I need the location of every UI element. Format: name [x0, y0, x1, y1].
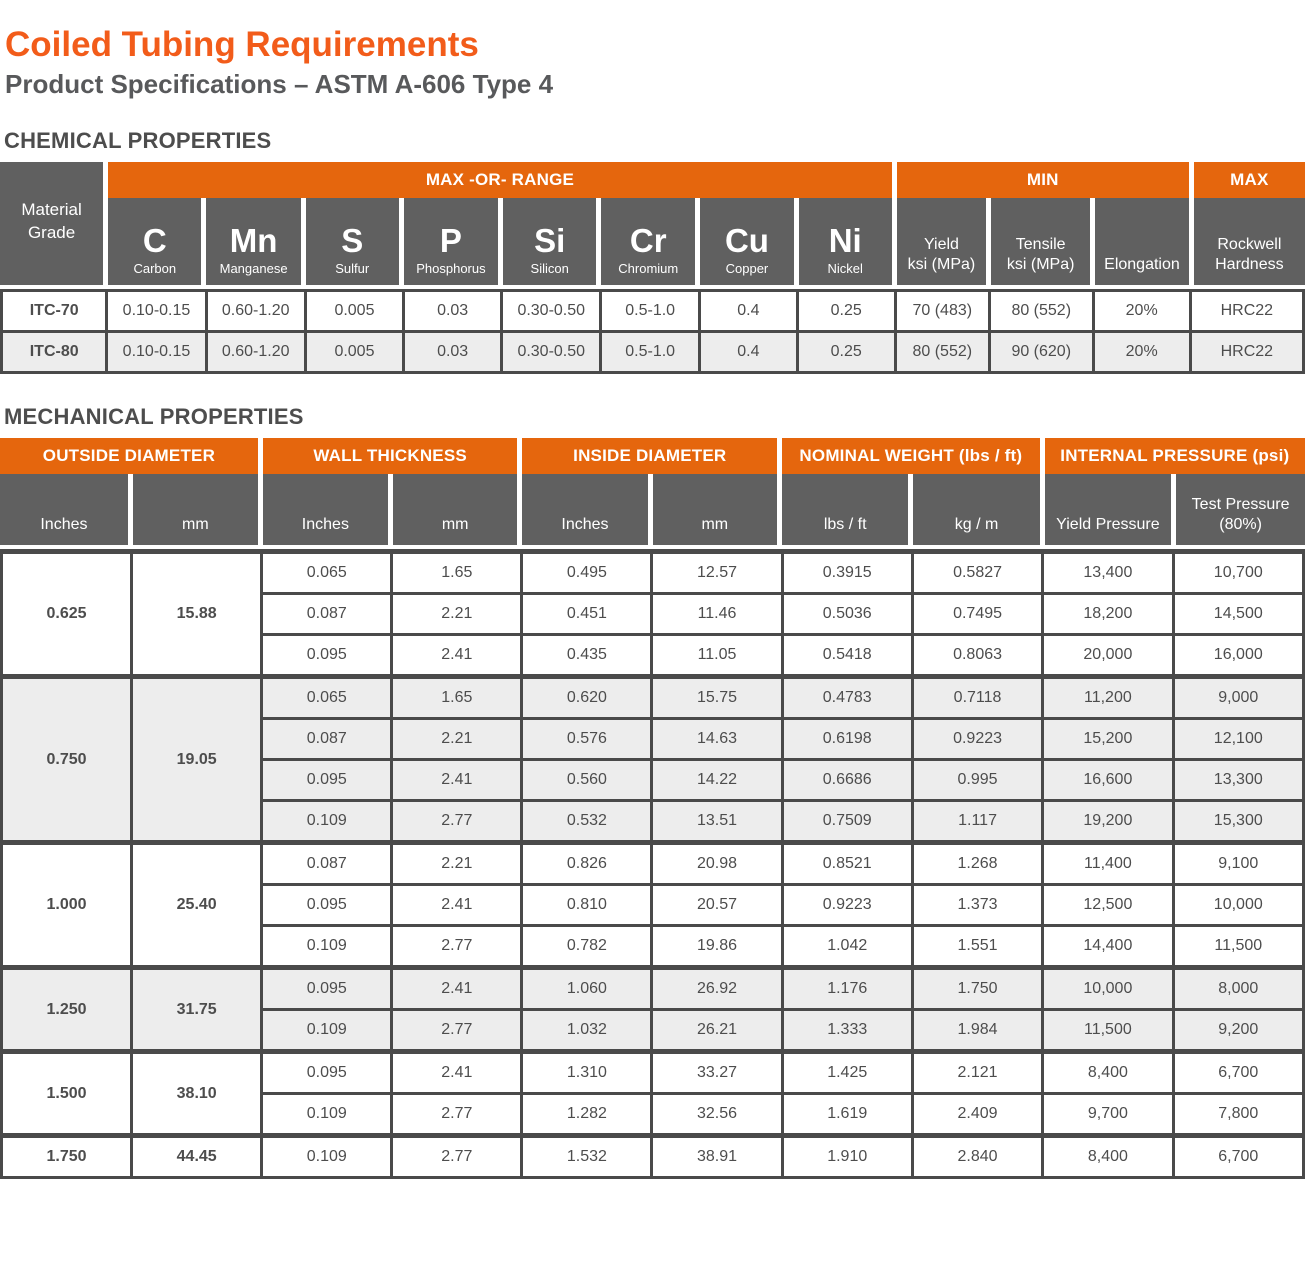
value-cell: 7,800: [1173, 1094, 1303, 1136]
page-title: Coiled Tubing Requirements: [5, 25, 479, 64]
value-cell: 0.9223: [912, 719, 1042, 760]
value-cell: 1.984: [912, 1010, 1042, 1052]
cell-line: mm: [701, 516, 729, 534]
value-cell: 10,000: [1173, 885, 1303, 926]
chemical-header-table: [0, 162, 1305, 285]
value-cell: 2.41: [392, 968, 522, 1010]
od-inches-cell: 0.750: [2, 677, 132, 843]
mechanical-row: [2, 677, 1304, 719]
element-header: [106, 198, 204, 285]
element-symbol: Si: [534, 222, 566, 260]
element-name: Carbon: [133, 261, 177, 277]
value-cell: 19,200: [1043, 801, 1173, 843]
value-cell: 11.05: [652, 635, 782, 677]
value-cell: 0.5036: [782, 594, 912, 635]
element-header: [599, 198, 698, 285]
value-cell: 0.095: [262, 760, 392, 801]
value-cell: 1.750: [912, 968, 1042, 1010]
value-cell: 0.451: [522, 594, 652, 635]
element-name: Silicon: [530, 261, 569, 277]
value-cell: 0.6686: [782, 760, 912, 801]
value-cell: 0.6198: [782, 719, 912, 760]
value-cell: 6,700: [1173, 1136, 1303, 1178]
value-cell: 1.333: [782, 1010, 912, 1052]
value-cell: 14,500: [1173, 594, 1303, 635]
value-cell: 20,000: [1043, 635, 1173, 677]
value-cell: 0.576: [522, 719, 652, 760]
stat-header: [1191, 198, 1305, 285]
cell-line: Test Pressure: [1191, 495, 1290, 513]
value-cell: 38.91: [652, 1136, 782, 1178]
od-inches-cell: 1.500: [2, 1052, 132, 1136]
chemical-section-heading: CHEMICAL PROPERTIES: [4, 128, 272, 154]
element-symbol: Cr: [629, 222, 667, 260]
value-cell: 1.65: [392, 552, 522, 594]
mechanical-header-column-row: [0, 474, 1305, 545]
value-cell: 0.30-0.50: [502, 332, 601, 373]
value-cell: 20.57: [652, 885, 782, 926]
unit-header: [911, 474, 1042, 545]
chemical-row: [2, 291, 1304, 332]
page-subtitle: Product Specifications – ASTM A-606 Type 4: [5, 68, 554, 99]
value-cell: 6,700: [1173, 1052, 1303, 1094]
value-cell: 0.065: [262, 677, 392, 719]
chemical-header-column-row: [0, 198, 1305, 285]
value-cell: 1.310: [522, 1052, 652, 1094]
value-cell: 19.86: [652, 926, 782, 968]
value-cell: 0.095: [262, 635, 392, 677]
od-mm-cell: 19.05: [132, 677, 262, 843]
cell-line: (80%): [1219, 516, 1262, 534]
value-cell: 0.532: [522, 801, 652, 843]
value-cell: 12,100: [1173, 719, 1303, 760]
value-cell: 80 (552): [895, 332, 989, 373]
element-symbol: Ni: [828, 222, 862, 260]
value-cell: 10,000: [1043, 968, 1173, 1010]
value-cell: 1.65: [392, 677, 522, 719]
value-cell: 80 (552): [989, 291, 1093, 332]
element-symbol: Mn: [229, 222, 278, 260]
element-name: Phosphorus: [416, 261, 486, 277]
value-cell: 2.77: [392, 1094, 522, 1136]
value-cell: 9,000: [1173, 677, 1303, 719]
value-cell: 0.5418: [782, 635, 912, 677]
band-header: MIN: [894, 162, 1191, 198]
cell-line: Tensile: [1015, 235, 1066, 253]
value-cell: 14.63: [652, 719, 782, 760]
value-cell: 2.41: [392, 760, 522, 801]
od-mm-cell: 15.88: [132, 552, 262, 677]
mechanical-row: [2, 1136, 1304, 1178]
value-cell: 0.109: [262, 1010, 392, 1052]
value-cell: 1.117: [912, 801, 1042, 843]
material-grade-cell: ITC-70: [2, 291, 107, 332]
value-cell: 26.92: [652, 968, 782, 1010]
value-cell: 0.60-1.20: [206, 332, 305, 373]
value-cell: 0.620: [522, 677, 652, 719]
value-cell: 2.840: [912, 1136, 1042, 1178]
od-inches-cell: 1.250: [2, 968, 132, 1052]
element-symbol: P: [439, 222, 462, 260]
material-grade-cell: ITC-80: [2, 332, 107, 373]
value-cell: 0.995: [912, 760, 1042, 801]
value-cell: 33.27: [652, 1052, 782, 1094]
value-cell: 12.57: [652, 552, 782, 594]
value-cell: 15,200: [1043, 719, 1173, 760]
value-cell: 0.109: [262, 1136, 392, 1178]
value-cell: 0.4783: [782, 677, 912, 719]
od-mm-cell: 31.75: [132, 968, 262, 1052]
cell-line: ksi (MPa): [1006, 256, 1075, 274]
value-cell: 2.41: [392, 635, 522, 677]
chemical-body-table: [0, 289, 1305, 374]
value-cell: 0.810: [522, 885, 652, 926]
element-header: [501, 198, 599, 285]
value-cell: 11,200: [1043, 677, 1173, 719]
unit-header: [260, 474, 390, 545]
value-cell: 0.25: [797, 332, 895, 373]
mechanical-row: [2, 1052, 1304, 1094]
od-mm-cell: 38.10: [132, 1052, 262, 1136]
value-cell: 0.495: [522, 552, 652, 594]
value-cell: 2.409: [912, 1094, 1042, 1136]
value-cell: 0.095: [262, 885, 392, 926]
band-header: WALL THICKNESS: [260, 438, 520, 474]
chemical-header-band-row: [0, 162, 1305, 198]
mechanical-properties-table: [0, 438, 1305, 1179]
value-cell: 0.5827: [912, 552, 1042, 594]
value-cell: 2.21: [392, 719, 522, 760]
value-cell: 0.9223: [782, 885, 912, 926]
element-name: Manganese: [219, 261, 288, 277]
value-cell: 1.425: [782, 1052, 912, 1094]
band-header: INTERNAL PRESSURE (psi): [1042, 438, 1305, 474]
od-inches-cell: 0.625: [2, 552, 132, 677]
value-cell: 2.21: [392, 594, 522, 635]
value-cell: 2.41: [392, 885, 522, 926]
value-cell: 14.22: [652, 760, 782, 801]
value-cell: 0.5-1.0: [601, 332, 700, 373]
mechanical-section-heading: MECHANICAL PROPERTIES: [4, 404, 304, 430]
cell-line: kg / m: [954, 516, 999, 534]
value-cell: 0.25: [797, 291, 895, 332]
value-cell: 9,200: [1173, 1010, 1303, 1052]
value-cell: 0.03: [404, 291, 502, 332]
value-cell: 1.268: [912, 843, 1042, 885]
cell-line: Yield: [923, 235, 959, 253]
mechanical-row: [2, 843, 1304, 885]
element-header: [796, 198, 894, 285]
band-header: MAX -OR- RANGE: [106, 162, 895, 198]
value-cell: 0.435: [522, 635, 652, 677]
cell-line: Hardness: [1215, 256, 1284, 274]
value-cell: 0.7495: [912, 594, 1042, 635]
cell-line: Inches: [561, 516, 609, 534]
element-header: [698, 198, 796, 285]
value-cell: 0.8063: [912, 635, 1042, 677]
cell-line: Elongation: [1104, 256, 1180, 274]
chemical-row: [2, 332, 1304, 373]
value-cell: 8,000: [1173, 968, 1303, 1010]
value-cell: 0.4: [699, 291, 797, 332]
value-cell: 0.087: [262, 594, 392, 635]
value-cell: 0.7509: [782, 801, 912, 843]
stat-header: [989, 198, 1093, 285]
band-header: NOMINAL WEIGHT (lbs / ft): [780, 438, 1043, 474]
value-cell: 0.109: [262, 926, 392, 968]
stat-header: [894, 198, 988, 285]
element-name: Copper: [725, 261, 769, 277]
value-cell: 14,400: [1043, 926, 1173, 968]
element-header: [401, 198, 500, 285]
value-cell: 2.77: [392, 926, 522, 968]
unit-header: [520, 474, 650, 545]
value-cell: 8,400: [1043, 1052, 1173, 1094]
cell-line: lbs / ft: [823, 516, 867, 534]
value-cell: 0.10-0.15: [107, 291, 206, 332]
value-cell: 13,400: [1043, 552, 1173, 594]
element-header: [303, 198, 401, 285]
value-cell: 2.121: [912, 1052, 1042, 1094]
material-grade-header: [0, 162, 106, 285]
element-symbol: C: [142, 222, 167, 260]
mechanical-header-band-row: [0, 438, 1305, 474]
value-cell: 0.4: [699, 332, 797, 373]
unit-header: [780, 474, 911, 545]
value-cell: 0.087: [262, 843, 392, 885]
chemical-properties-table: [0, 162, 1305, 374]
value-cell: 0.10-0.15: [107, 332, 206, 373]
value-cell: 9,100: [1173, 843, 1303, 885]
value-cell: 11,500: [1173, 926, 1303, 968]
value-cell: 2.21: [392, 843, 522, 885]
value-cell: 0.8521: [782, 843, 912, 885]
value-cell: 11.46: [652, 594, 782, 635]
stat-header: [1093, 198, 1192, 285]
value-cell: 16,600: [1043, 760, 1173, 801]
value-cell: 16,000: [1173, 635, 1303, 677]
value-cell: 2.77: [392, 801, 522, 843]
mechanical-row: [2, 968, 1304, 1010]
cell-line: Rockwell: [1217, 235, 1282, 253]
value-cell: 15.75: [652, 677, 782, 719]
value-cell: 32.56: [652, 1094, 782, 1136]
mechanical-row: [2, 552, 1304, 594]
value-cell: 0.005: [305, 332, 403, 373]
od-inches-cell: 1.750: [2, 1136, 132, 1178]
unit-header: [1042, 474, 1174, 545]
element-symbol: Cu: [724, 222, 769, 260]
value-cell: 1.176: [782, 968, 912, 1010]
value-cell: 70 (483): [895, 291, 989, 332]
value-cell: 1.532: [522, 1136, 652, 1178]
value-cell: 10,700: [1173, 552, 1303, 594]
cell-line: Yield Pressure: [1056, 516, 1160, 534]
value-cell: 0.826: [522, 843, 652, 885]
value-cell: 1.910: [782, 1136, 912, 1178]
value-cell: 9,700: [1043, 1094, 1173, 1136]
value-cell: 2.41: [392, 1052, 522, 1094]
value-cell: 90 (620): [989, 332, 1093, 373]
mechanical-header-table: [0, 438, 1305, 545]
cell-line: Material: [21, 199, 82, 219]
value-cell: HRC22: [1190, 291, 1303, 332]
value-cell: 13.51: [652, 801, 782, 843]
cell-line: mm: [182, 516, 209, 534]
value-cell: 2.77: [392, 1136, 522, 1178]
value-cell: 1.619: [782, 1094, 912, 1136]
od-inches-cell: 1.000: [2, 843, 132, 968]
value-cell: 1.282: [522, 1094, 652, 1136]
unit-header: [390, 474, 520, 545]
value-cell: 1.373: [912, 885, 1042, 926]
value-cell: 11,400: [1043, 843, 1173, 885]
value-cell: 0.095: [262, 1052, 392, 1094]
value-cell: 20%: [1093, 291, 1190, 332]
unit-header: [130, 474, 260, 545]
value-cell: 0.03: [404, 332, 502, 373]
value-cell: 0.30-0.50: [502, 291, 601, 332]
unit-header: [650, 474, 780, 545]
cell-line: mm: [441, 516, 469, 534]
band-header: MAX: [1191, 162, 1305, 198]
element-header: [204, 198, 303, 285]
value-cell: 13,300: [1173, 760, 1303, 801]
element-name: Sulfur: [335, 261, 370, 277]
value-cell: 0.3915: [782, 552, 912, 594]
band-header: INSIDE DIAMETER: [520, 438, 780, 474]
value-cell: 15,300: [1173, 801, 1303, 843]
value-cell: 0.005: [305, 291, 403, 332]
cell-line: Grade: [27, 222, 76, 242]
value-cell: HRC22: [1190, 332, 1303, 373]
value-cell: 0.560: [522, 760, 652, 801]
band-header: OUTSIDE DIAMETER: [0, 438, 260, 474]
value-cell: 8,400: [1043, 1136, 1173, 1178]
cell-line: Inches: [40, 516, 88, 534]
od-mm-cell: 25.40: [132, 843, 262, 968]
unit-header: [0, 474, 130, 545]
value-cell: 11,500: [1043, 1010, 1173, 1052]
mechanical-body-table: [0, 549, 1305, 1179]
value-cell: 0.065: [262, 552, 392, 594]
value-cell: 1.032: [522, 1010, 652, 1052]
value-cell: 1.060: [522, 968, 652, 1010]
value-cell: 20.98: [652, 843, 782, 885]
od-mm-cell: 44.45: [132, 1136, 262, 1178]
value-cell: 0.7118: [912, 677, 1042, 719]
value-cell: 12,500: [1043, 885, 1173, 926]
value-cell: 0.782: [522, 926, 652, 968]
value-cell: 0.5-1.0: [601, 291, 700, 332]
element-symbol: S: [341, 222, 364, 260]
cell-line: ksi (MPa): [907, 256, 976, 274]
value-cell: 20%: [1093, 332, 1190, 373]
value-cell: 18,200: [1043, 594, 1173, 635]
element-name: Chromium: [618, 261, 679, 277]
value-cell: 2.77: [392, 1010, 522, 1052]
value-cell: 0.095: [262, 968, 392, 1010]
value-cell: 0.087: [262, 719, 392, 760]
value-cell: 1.042: [782, 926, 912, 968]
unit-header: [1174, 474, 1305, 545]
cell-line: Inches: [301, 516, 349, 534]
value-cell: 0.60-1.20: [206, 291, 305, 332]
element-name: Nickel: [827, 261, 863, 277]
value-cell: 1.551: [912, 926, 1042, 968]
value-cell: 0.109: [262, 1094, 392, 1136]
value-cell: 26.21: [652, 1010, 782, 1052]
value-cell: 0.109: [262, 801, 392, 843]
